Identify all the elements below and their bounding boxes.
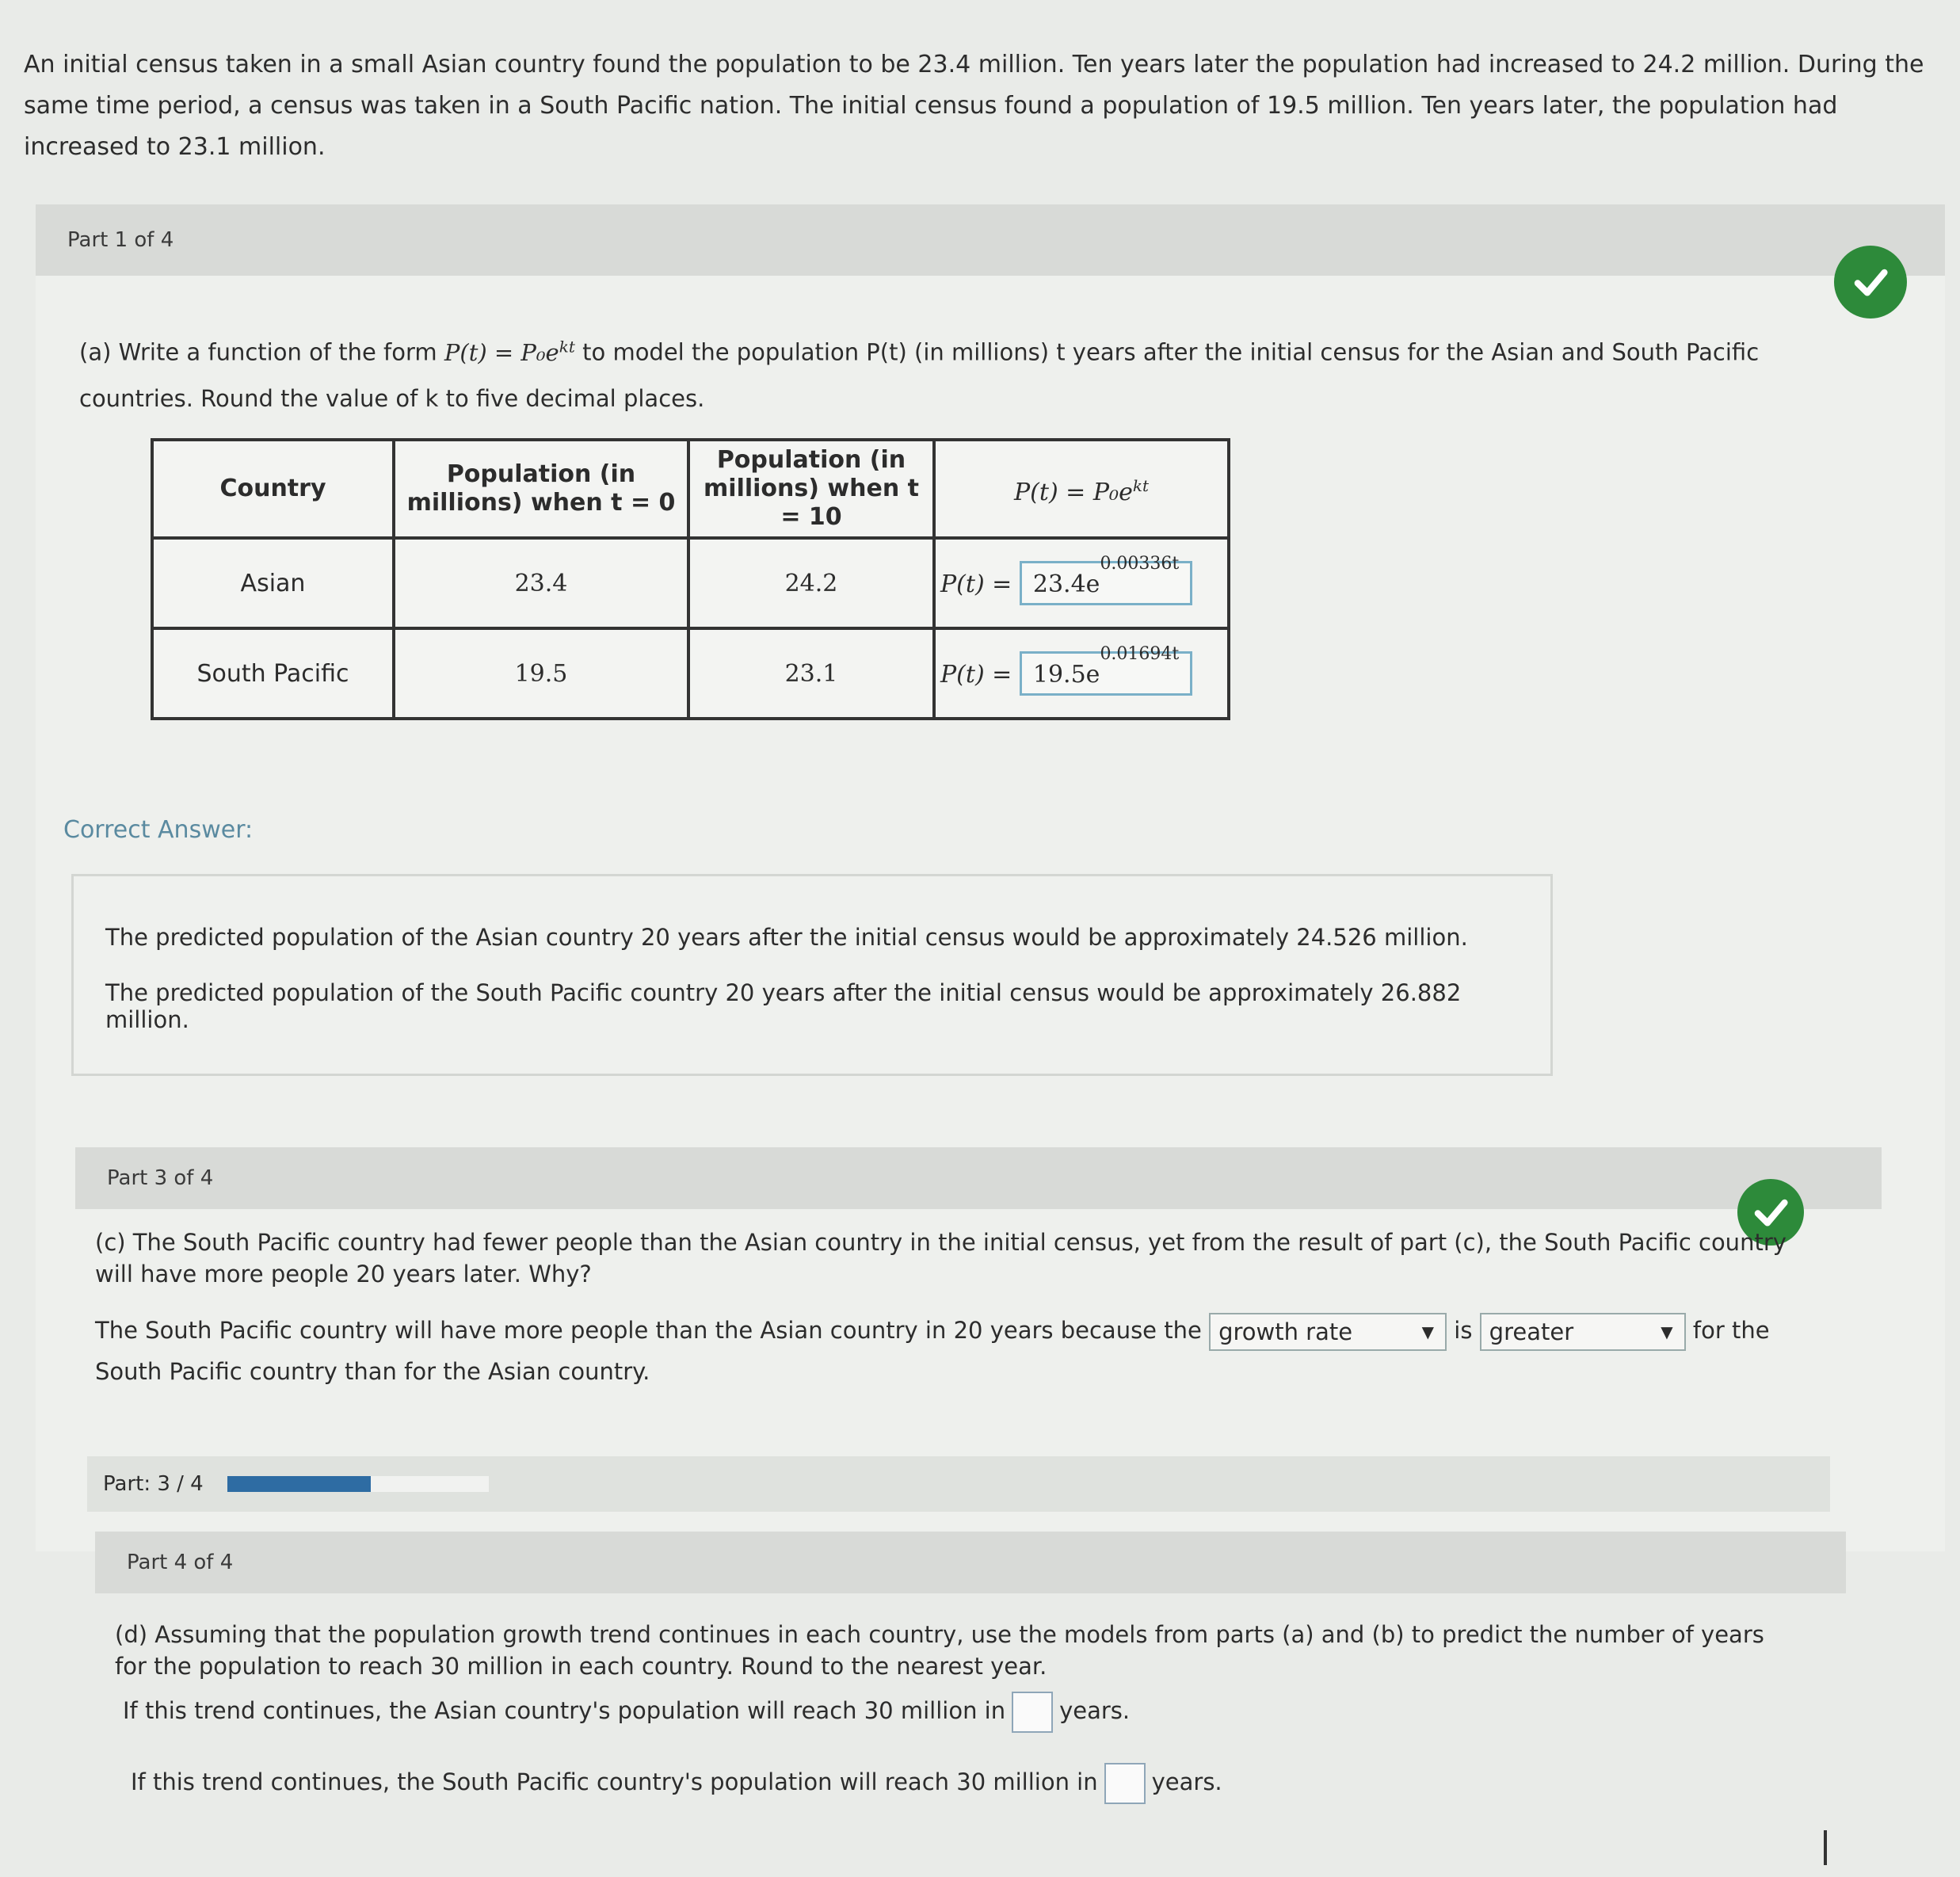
table-row [152,538,1229,628]
sp-prefix: If this trend continues, the South Pacific country's population will reach 30 million in [131,1768,1098,1795]
cell-answer [934,538,1229,628]
part1-check-icon [1834,246,1907,319]
part4-sp-row [131,1759,1794,1805]
cell-p10: 24.2 [688,538,934,628]
part1-formula-base: P(t) = P₀e [444,338,559,366]
population-table [151,438,1230,720]
problem-intro: An initial census taken in a small Asian country found the population to be 23.4 million. Ten years later the population had increased to 24.2 million. During the same time period, a census was taken in a South Pacific nation. The initial census found a population of 19.5 million. Ten years later, the population had increased to 23.1 million. [24,51,1924,161]
sp-suffix: years. [1151,1768,1222,1795]
part3-header-label: Part 3 of 4 [107,1166,214,1190]
cell-p0: 23.4 [394,538,688,628]
reason-select-value: growth rate [1218,1318,1353,1345]
problem-card [36,204,1945,1795]
cell-answer [934,628,1229,719]
part1-formula [444,339,575,366]
comparison-select[interactable] [1480,1313,1686,1351]
progress-bar [227,1476,489,1492]
part1-header-label: Part 1 of 4 [67,228,174,252]
part4-question: (d) Assuming that the population growth trend continues in each country, use the models from parts (a) and (b) to predict the number of years for the population to reach 30 million in each country. Round to the nearest year. [115,1621,1764,1680]
correct-answer-label: Correct Answer: [63,816,254,844]
part3-question: (c) The South Pacific country had fewer people than the Asian country in the initial census, yet from the result of part (c), the South Pacific country will have more people 20 years later. Why? [95,1229,1786,1288]
part4-header [95,1532,1846,1593]
correct-answer-box [71,874,1553,1076]
part1-question-a: (a) Write a function of the form [79,338,437,366]
answer-base: 19.5e [1032,661,1100,689]
progress-label: Part: 3 / 4 [103,1472,204,1496]
part1-question [79,323,1822,422]
cell-country: Asian [152,538,394,628]
progress-row [87,1456,1830,1512]
part1-header [36,204,1945,276]
correct-answer-line-1: The predicted population of the Asian country 20 years after the initial census would be approximately 24.526 million. [105,924,1468,951]
part3-header [75,1147,1882,1209]
cell-p10: 23.1 [688,628,934,719]
header-pop-t0: Population (in millions) when t = 0 [394,440,688,538]
answer-exp: 0.00336t [1100,554,1180,574]
answer-input[interactable] [1020,554,1192,605]
answer-exp: 0.01694t [1100,644,1180,664]
part3-answer-middle: is [1454,1317,1473,1344]
part4-header-label: Part 4 of 4 [127,1551,234,1574]
cell-country: South Pacific [152,628,394,719]
answer-base: 23.4e [1032,570,1100,598]
progress-fill [227,1476,372,1492]
header-pop-t10: Population (in millions) when t = 10 [688,440,934,538]
text-cursor [1824,1830,1827,1865]
answer-label: P(t) = [940,570,1012,598]
sp-years-input[interactable] [1104,1763,1146,1804]
answer-input[interactable] [1020,644,1192,696]
part3-answer [95,1310,1838,1392]
asian-suffix: years. [1059,1697,1131,1724]
part3-answer-prefix: The South Pacific country will have more people than the Asian country in 20 years because the [95,1317,1202,1344]
part1-question-b: to model the population P(t) (in millions) t years after the initial census for the Asian and South Pacific countries. Round the value of k to five decimal places. [79,338,1760,412]
answer-label: P(t) = [940,661,1012,689]
reason-select[interactable] [1209,1313,1447,1351]
table-header-row [152,440,1229,538]
header-formula-base: P(t) = P₀e [1014,478,1133,506]
header-formula [934,440,1229,538]
comparison-select-value: greater [1489,1318,1574,1345]
asian-years-input[interactable] [1012,1692,1053,1733]
part3-answer-suffix: for the South Pacific country than for the Asian country. [95,1317,1770,1385]
header-country: Country [152,440,394,538]
asian-prefix: If this trend continues, the Asian country's population will reach 30 million in [123,1697,1006,1724]
part4-asian-row [123,1688,1786,1734]
part1-formula-exp: kt [559,337,575,356]
chevron-down-icon: ▼ [1661,1322,1673,1341]
table-row [152,628,1229,719]
correct-answer-line-2: The predicted population of the South Pacific country 20 years after the initial census would be approximately 26.882 million. [105,979,1462,1033]
chevron-down-icon: ▼ [1421,1322,1435,1341]
cell-p0: 19.5 [394,628,688,719]
header-formula-exp: kt [1132,475,1149,495]
